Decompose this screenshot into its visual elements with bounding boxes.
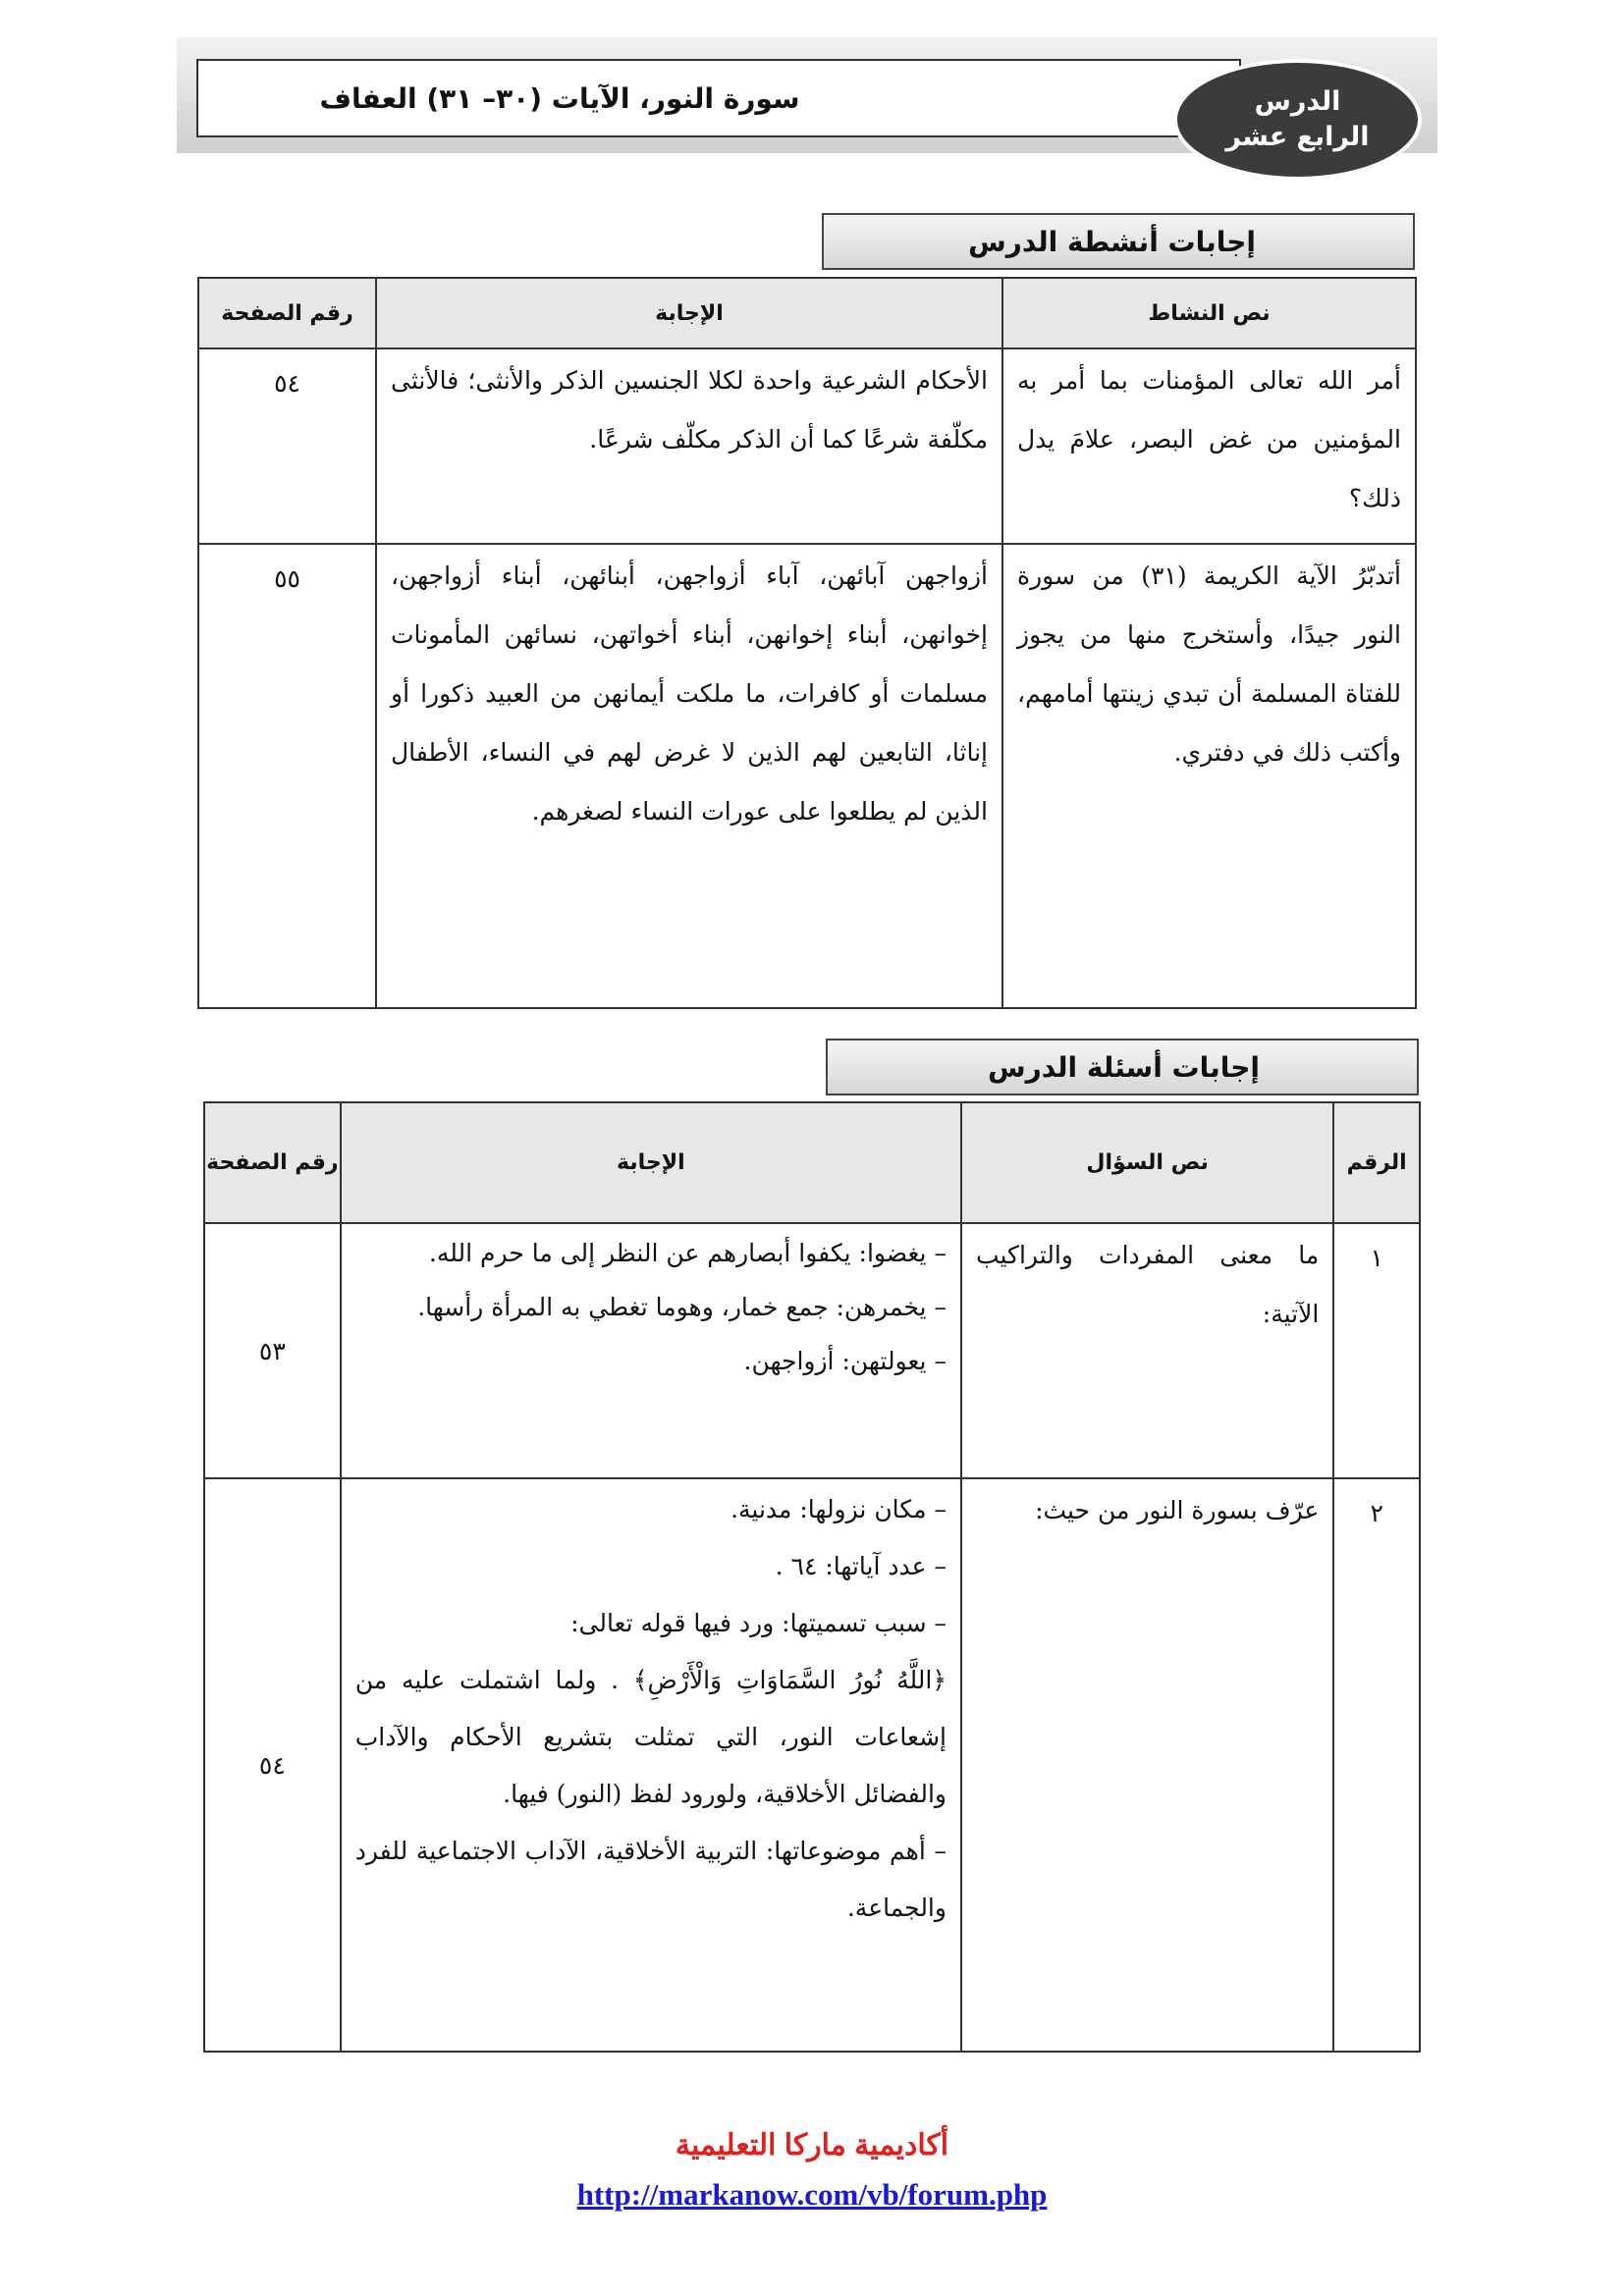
activity-answer: أزواجهن آبائهن، آباء أزواجهن، أبنائهن، أبناء أزواجهن، إخوانهن، أبناء إخوانهن، أبناء أخواتهن، نسائهن المأمونات مسلمات أو كافرات، ما ملكت أيمانهن من العبيد ذكورا أو إناثا، التابعين لهم الذين لا غرض لهم في النساء، الأطفال الذين لم يطلعوا على عورات النساء لصغرهم. — [376, 544, 1002, 1008]
col-header-question: نص السؤال — [961, 1102, 1333, 1223]
question-answer — [341, 1223, 961, 1478]
lesson-badge — [1173, 59, 1422, 181]
question-text: عرّف بسورة النور من حيث: — [961, 1478, 1333, 2052]
questions-section-title — [826, 1039, 1419, 1095]
answer-item: – يعولتهن: أزواجهن. — [355, 1334, 947, 1388]
answer-item: – سبب تسميتها: ورد فيها قوله تعالى: — [355, 1595, 947, 1652]
table-row — [198, 348, 1416, 544]
questions-table — [203, 1101, 1421, 2053]
page-number: ٥٤ — [198, 348, 376, 544]
col-header-page: رقم الصفحة — [198, 278, 376, 348]
answer-continuation: . ولما اشتملت عليه من إشعاعات النور، التي تمثلت بتشريع الأحكام والآداب والفضائل الأخلاقية، ولورود لفظ (النور) فيها. — [354, 1666, 947, 1808]
question-number: ١ — [1333, 1223, 1420, 1478]
answer-item: – يغضوا: يكفوا أبصارهم عن النظر إلى ما حرم الله. — [355, 1226, 947, 1280]
activities-table — [197, 277, 1417, 1009]
table-row — [204, 1478, 1420, 2052]
page-number: ٥٣ — [204, 1223, 341, 1478]
activities-section-label: إجابات أنشطة الدرس — [968, 225, 1256, 258]
answer-item: – أهم موضوعاتها: التربية الأخلاقية، الآداب الاجتماعية للفرد والجماعة. — [355, 1823, 947, 1937]
question-answer — [341, 1478, 961, 2052]
activity-text: أتدبّرُ الآية الكريمة (٣١) من سورة النور جيدًا، وأستخرج منها من يجوز للفتاة المسلمة أن تبدي زينتها أمامهم، وأكتب ذلك في دفتري. — [1002, 544, 1416, 1008]
col-header-answer: الإجابة — [376, 278, 1002, 348]
forum-link[interactable]: http://markanow.com/vb/forum.php — [576, 2177, 1048, 2212]
quran-quote: ﴿اللَّهُ نُورُ السَّمَاوَاتِ وَالْأَرْضِ﴾ — [632, 1666, 947, 1694]
col-header-activity: نص النشاط — [1002, 278, 1416, 348]
page-number: ٥٤ — [204, 1478, 341, 2052]
table-row — [198, 544, 1416, 1008]
answer-item: – مكان نزولها: مدنية. — [355, 1481, 947, 1538]
question-text: ما معنى المفردات والتراكيب الآتية: — [961, 1223, 1333, 1478]
table-row — [204, 1223, 1420, 1478]
answer-paragraph — [355, 1652, 947, 1823]
academy-name: أكاديمية ماركا التعليمية — [675, 2129, 949, 2162]
col-header-num: الرقم — [1333, 1102, 1420, 1223]
activity-answer: الأحكام الشرعية واحدة لكلا الجنسين الذكر والأنثى؛ فالأنثى مكلّفة شرعًا كما أن الذكر مكلّف شرعًا. — [376, 348, 1002, 544]
activities-section-title — [822, 213, 1415, 270]
answer-item: – يخمرهن: جمع خمار، وهوما تغطي به المرأة رأسها. — [355, 1280, 947, 1334]
col-header-page: رقم الصفحة — [204, 1102, 341, 1223]
col-header-answer: الإجابة — [341, 1102, 961, 1223]
activity-text: أمر الله تعالى المؤمنات بما أمر به المؤمنين من غض البصر، علامَ يدل ذلك؟ — [1002, 348, 1416, 544]
questions-section-label: إجابات أسئلة الدرس — [988, 1050, 1260, 1084]
lesson-title: سورة النور، الآيات (٣٠– ٣١) العفاف — [319, 81, 800, 115]
question-number: ٢ — [1333, 1478, 1420, 2052]
page-number: ٥٥ — [198, 544, 376, 1008]
lesson-badge-line1: الدرس — [1254, 86, 1341, 117]
lesson-badge-line2: الرابع عشر — [1225, 122, 1370, 152]
answer-item: – عدد آياتها: ٦٤ . — [355, 1538, 947, 1595]
